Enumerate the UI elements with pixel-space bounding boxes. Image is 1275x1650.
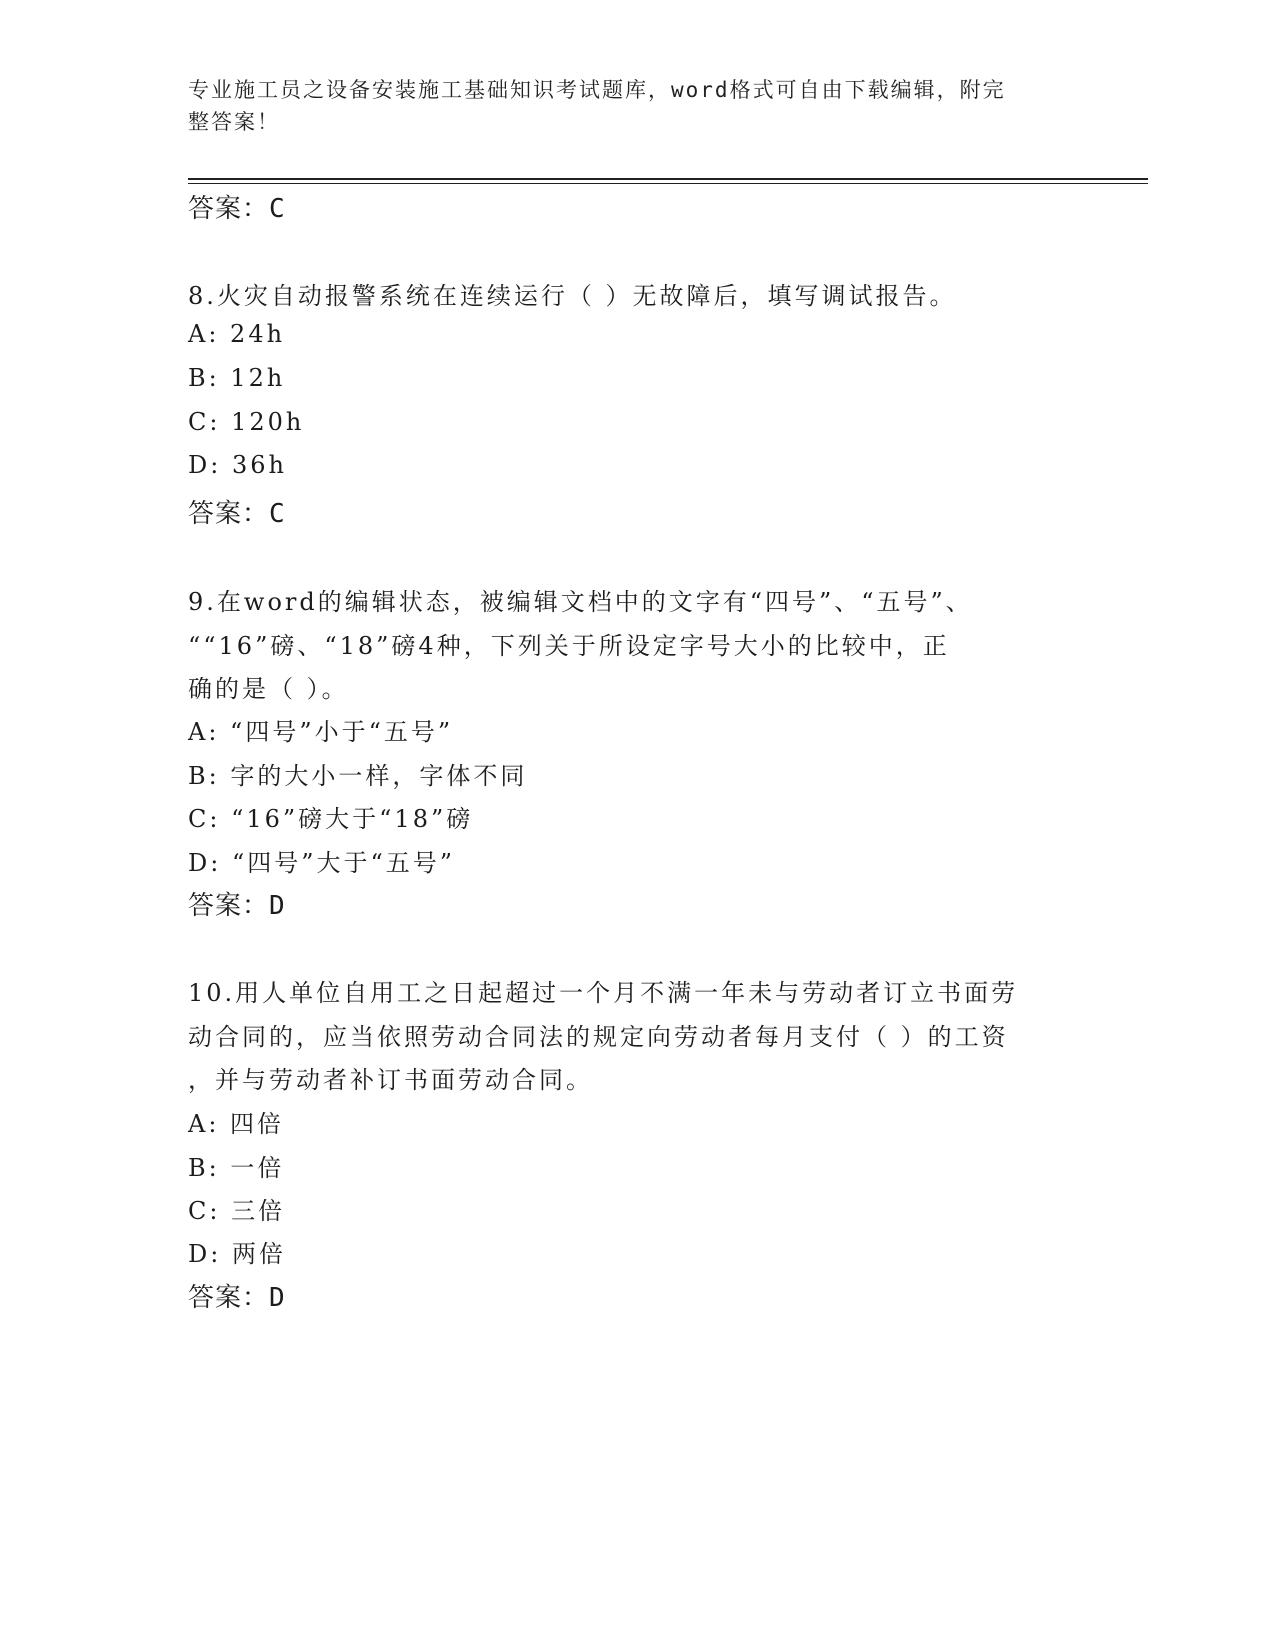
question-10-option-b: B: 一倍 [188, 1154, 285, 1182]
question-10-text-line-3: ，并与劳动者补订书面劳动合同。 [188, 1066, 593, 1094]
header-line-1: 专业施工员之设备安装施工基础知识考试题库，word格式可自由下载编辑，附完 [188, 78, 1006, 102]
document-header [188, 74, 1068, 138]
question-9-text-line-1: 9.在word的编辑状态，被编辑文档中的文字有“四号”、“五号”、 [188, 588, 973, 616]
question-8-option-d: D: 36h [188, 451, 287, 479]
header-rule-thin [188, 183, 1148, 184]
question-9-option-d: D: “四号”大于“五号” [188, 849, 456, 877]
question-8-option-a: A: 24h [188, 320, 286, 348]
question-9-answer: 答案：D [188, 891, 286, 921]
question-10-answer: 答案：D [188, 1283, 286, 1313]
question-10-option-c: C: 三倍 [188, 1197, 286, 1225]
header-rule-thick [188, 178, 1148, 180]
question-8-option-c: C: 120h [188, 408, 305, 436]
question-10-option-a: A: 四倍 [188, 1110, 285, 1138]
question-8-option-b: B: 12h [188, 364, 286, 392]
question-8-answer: 答案：C [188, 499, 286, 529]
previous-answer: 答案：C [188, 194, 286, 224]
question-9-option-b: B: 字的大小一样，字体不同 [188, 762, 528, 790]
header-line-2: 整答案！ [188, 110, 280, 134]
question-10-text-line-2: 动合同的，应当依照劳动合同法的规定向劳动者每月支付（ ）的工资 [188, 1023, 1009, 1051]
question-9-text-line-3: 确的是（ ）。 [188, 675, 349, 703]
question-8-text-line-1: 8.火灾自动报警系统在连续运行（ ）无故障后，填写调试报告。 [188, 282, 957, 310]
question-9-text-line-2: ““16”磅、“18”磅4种，下列关于所设定字号大小的比较中，正 [188, 632, 950, 660]
question-9-option-c: C: “16”磅大于“18”磅 [188, 805, 474, 833]
question-10-option-d: D: 两倍 [188, 1240, 286, 1268]
question-10-text-line-1: 10.用人单位自用工之日起超过一个月不满一年未与劳动者订立书面劳 [188, 979, 1019, 1007]
question-9-option-a: A: “四号”小于“五号” [188, 718, 454, 746]
